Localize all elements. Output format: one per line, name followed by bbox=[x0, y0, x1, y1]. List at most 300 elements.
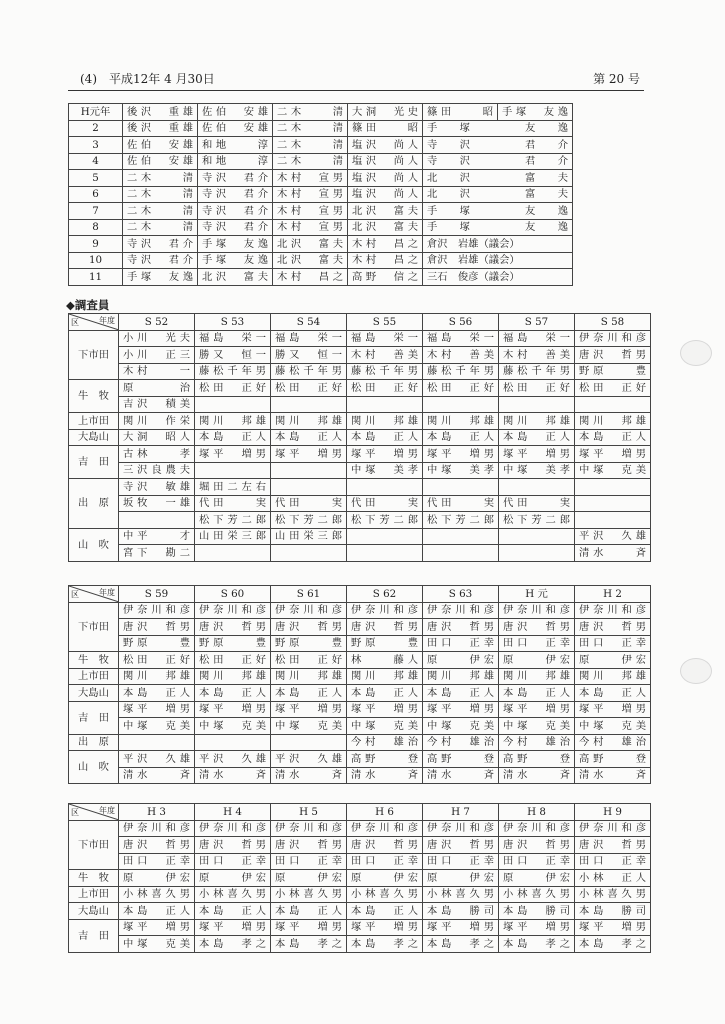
name-cell: 関川 邦雄 bbox=[271, 668, 347, 685]
table-row bbox=[69, 495, 651, 512]
table-row bbox=[69, 903, 651, 920]
name-cell: 北沢 富夫 bbox=[423, 170, 573, 187]
name-cell: 関川 作栄 bbox=[119, 413, 195, 430]
region-cell: 大島山 bbox=[69, 429, 119, 446]
name-cell: 塚平 増男 bbox=[499, 701, 575, 718]
name-cell: 塚平 増男 bbox=[119, 701, 195, 718]
name-cell: 和地 淳 bbox=[198, 137, 273, 154]
name-cell: 小林喜久男 bbox=[119, 886, 195, 903]
name-cell: 塚平 増男 bbox=[423, 446, 499, 463]
name-cell: 野原 豊 bbox=[195, 635, 271, 652]
name-cell bbox=[423, 479, 499, 496]
name-cell: 松田 正好 bbox=[575, 380, 651, 397]
name-cell: 佐伯 安雄 bbox=[123, 153, 198, 170]
table-row bbox=[69, 701, 651, 718]
name-cell: 塚平 増男 bbox=[271, 919, 347, 936]
name-cell: 後沢 重雄 bbox=[123, 104, 198, 121]
year-header: H 7 bbox=[423, 804, 499, 821]
name-cell: 山田栄三郎 bbox=[195, 528, 271, 545]
name-cell: 伊奈川和彦 bbox=[347, 602, 423, 619]
year-header: S 60 bbox=[195, 586, 271, 603]
name-cell: 原 伊宏 bbox=[499, 870, 575, 887]
region-cell: 出 原 bbox=[69, 479, 119, 529]
name-cell: 松田 正好 bbox=[423, 380, 499, 397]
name-cell: 二木 清 bbox=[273, 137, 348, 154]
name-cell: 北沢 富夫 bbox=[348, 219, 423, 236]
name-cell: 清水 斉 bbox=[575, 545, 651, 562]
name-cell: 高野 登 bbox=[347, 751, 423, 768]
name-cell: 塩沢 尚人 bbox=[348, 170, 423, 187]
name-cell: 篠田 昭 bbox=[348, 120, 423, 137]
name-cell: 伊奈川和彦 bbox=[575, 820, 651, 837]
corner-ku: 区 bbox=[71, 807, 79, 817]
name-cell bbox=[271, 396, 347, 413]
table-row bbox=[69, 718, 651, 735]
table-row bbox=[69, 380, 651, 397]
name-cell: 本島 正人 bbox=[423, 429, 499, 446]
corner-nendo: 年度 bbox=[99, 806, 115, 815]
name-cell: 寺沢 君介 bbox=[423, 137, 573, 154]
name-cell: 本島 正人 bbox=[271, 685, 347, 702]
name-cell bbox=[195, 462, 271, 479]
name-cell bbox=[423, 396, 499, 413]
name-cell: 野原 豊 bbox=[575, 363, 651, 380]
name-cell: 伊奈川和彦 bbox=[271, 820, 347, 837]
region-cell: 大島山 bbox=[69, 685, 119, 702]
year-cell: 2 bbox=[69, 120, 123, 137]
name-cell: 二木 清 bbox=[273, 120, 348, 137]
table-row bbox=[69, 837, 651, 854]
year-header: S 59 bbox=[119, 586, 195, 603]
name-cell: 寺沢 君介 bbox=[198, 186, 273, 203]
name-cell: 三石 俊彦（議会） bbox=[423, 269, 573, 286]
name-cell bbox=[195, 545, 271, 562]
year-header: S 63 bbox=[423, 586, 499, 603]
table-row bbox=[69, 446, 651, 463]
name-cell: 二木 清 bbox=[123, 219, 198, 236]
name-cell: 唐沢 哲男 bbox=[347, 837, 423, 854]
name-cell: 本島 孝之 bbox=[575, 936, 651, 953]
name-cell: 手塚 友逸 bbox=[423, 203, 573, 220]
year-cell: 8 bbox=[69, 219, 123, 236]
name-cell: 塚平 増男 bbox=[347, 446, 423, 463]
name-cell: 塚平 増男 bbox=[195, 919, 271, 936]
binder-hole bbox=[680, 658, 712, 684]
name-cell: 関川 邦雄 bbox=[575, 413, 651, 430]
name-cell: 田口 正幸 bbox=[271, 853, 347, 870]
name-cell: 関川 邦雄 bbox=[499, 413, 575, 430]
table-row bbox=[69, 767, 651, 784]
name-cell: 唐沢 哲男 bbox=[499, 619, 575, 636]
officer-row bbox=[69, 104, 573, 121]
officer-row bbox=[69, 137, 573, 154]
name-cell: 中塚 克美 bbox=[499, 718, 575, 735]
name-cell: 伊奈川和彦 bbox=[195, 820, 271, 837]
name-cell: 大洞 光史 bbox=[348, 104, 423, 121]
name-cell: 藤松千年男 bbox=[347, 363, 423, 380]
name-cell: 田口 正幸 bbox=[499, 853, 575, 870]
name-cell: 伊奈川和彦 bbox=[119, 602, 195, 619]
name-cell: 伊奈川和彦 bbox=[499, 820, 575, 837]
name-cell: 野原 豊 bbox=[347, 635, 423, 652]
name-cell: 田口 正幸 bbox=[423, 635, 499, 652]
name-cell: 原 伊宏 bbox=[271, 870, 347, 887]
name-cell: 手塚 友逸 bbox=[498, 104, 573, 121]
header-row bbox=[69, 314, 651, 331]
name-cell: 塚平 増男 bbox=[195, 446, 271, 463]
name-cell: 手塚 友逸 bbox=[423, 120, 573, 137]
name-cell: 小川 光夫 bbox=[119, 330, 195, 347]
year-cell: H元年 bbox=[69, 104, 123, 121]
year-header: S 54 bbox=[271, 314, 347, 331]
name-cell: 二木 清 bbox=[123, 170, 198, 187]
name-cell: 中平 才 bbox=[119, 528, 195, 545]
name-cell: 本島 正人 bbox=[499, 685, 575, 702]
year-cell: 6 bbox=[69, 186, 123, 203]
name-cell: 今村 雄治 bbox=[423, 734, 499, 751]
name-cell: 原 伊宏 bbox=[195, 870, 271, 887]
name-cell: 三沢良農夫 bbox=[119, 462, 195, 479]
name-cell: 平沢 久雄 bbox=[195, 751, 271, 768]
name-cell: 関川 邦雄 bbox=[195, 668, 271, 685]
name-cell: 福島 栄一 bbox=[195, 330, 271, 347]
name-cell: 小林 正人 bbox=[575, 870, 651, 887]
name-cell: 中塚 克美 bbox=[119, 718, 195, 735]
name-cell: 木村 昌之 bbox=[348, 252, 423, 269]
name-cell: 代田 実 bbox=[499, 495, 575, 512]
name-cell bbox=[499, 396, 575, 413]
name-cell: 塚平 増男 bbox=[575, 919, 651, 936]
table-row bbox=[69, 330, 651, 347]
region-cell: 下市田 bbox=[69, 820, 119, 870]
name-cell: 木村 一 bbox=[119, 363, 195, 380]
name-cell: 唐沢 哲男 bbox=[271, 619, 347, 636]
name-cell: 塩沢 尚人 bbox=[348, 153, 423, 170]
name-cell: 関川 邦雄 bbox=[271, 413, 347, 430]
table-row bbox=[69, 396, 651, 413]
name-cell: 松田 正好 bbox=[119, 652, 195, 669]
year-header: H 8 bbox=[499, 804, 575, 821]
name-cell: 伊奈川和彦 bbox=[271, 602, 347, 619]
name-cell: 松田 正好 bbox=[271, 652, 347, 669]
name-cell: 寺沢 君介 bbox=[123, 252, 198, 269]
name-cell: 代田 実 bbox=[423, 495, 499, 512]
name-cell: 中塚 克美 bbox=[423, 718, 499, 735]
officer-row bbox=[69, 170, 573, 187]
name-cell: 北沢 富夫 bbox=[423, 186, 573, 203]
name-cell: 藤松千年男 bbox=[271, 363, 347, 380]
name-cell: 勝又 恒一 bbox=[195, 347, 271, 364]
name-cell: 野原 豊 bbox=[119, 635, 195, 652]
name-cell: 小川 正三 bbox=[119, 347, 195, 364]
name-cell: 塚平 増男 bbox=[271, 701, 347, 718]
section-title: ◆調査員 bbox=[66, 298, 110, 312]
table-row bbox=[69, 853, 651, 870]
name-cell: 関川 邦雄 bbox=[423, 413, 499, 430]
name-cell: 二木 清 bbox=[123, 203, 198, 220]
name-cell: 木村 昌之 bbox=[348, 236, 423, 253]
name-cell: 田口 正幸 bbox=[575, 635, 651, 652]
name-cell: 木村 昌之 bbox=[273, 269, 348, 286]
page-header bbox=[68, 68, 644, 91]
name-cell: 代田 実 bbox=[347, 495, 423, 512]
name-cell: 塚平 増男 bbox=[499, 919, 575, 936]
name-cell: 木村 宣男 bbox=[273, 186, 348, 203]
name-cell bbox=[271, 479, 347, 496]
name-cell: 古林 孝 bbox=[119, 446, 195, 463]
name-cell: 本島 正人 bbox=[347, 903, 423, 920]
officer-row bbox=[69, 153, 573, 170]
name-cell: 中塚 克美 bbox=[119, 936, 195, 953]
name-cell: 小林喜久男 bbox=[195, 886, 271, 903]
name-cell: 手塚 友逸 bbox=[423, 219, 573, 236]
name-cell: 林 藤人 bbox=[347, 652, 423, 669]
name-cell: 塚平 増男 bbox=[499, 446, 575, 463]
name-cell: 高野 登 bbox=[499, 751, 575, 768]
name-cell: 小林喜久男 bbox=[347, 886, 423, 903]
name-cell: 本島 正人 bbox=[195, 429, 271, 446]
region-cell: 上市田 bbox=[69, 668, 119, 685]
name-cell bbox=[423, 528, 499, 545]
name-cell: 高野 信之 bbox=[348, 269, 423, 286]
region-cell: 上市田 bbox=[69, 413, 119, 430]
name-cell: 伊奈川和彦 bbox=[119, 820, 195, 837]
name-cell: 木村 善美 bbox=[347, 347, 423, 364]
name-cell: 木村 善美 bbox=[499, 347, 575, 364]
name-cell: 佐伯 安雄 bbox=[198, 120, 273, 137]
name-cell: 唐沢 哲男 bbox=[423, 837, 499, 854]
name-cell: 福島 栄一 bbox=[499, 330, 575, 347]
region-cell: 上市田 bbox=[69, 886, 119, 903]
region-cell: 牛 牧 bbox=[69, 652, 119, 669]
name-cell bbox=[119, 734, 195, 751]
name-cell: 清水 斉 bbox=[499, 767, 575, 784]
name-cell: 原 伊宏 bbox=[499, 652, 575, 669]
name-cell: 関川 邦雄 bbox=[347, 413, 423, 430]
name-cell: 清水 斉 bbox=[271, 767, 347, 784]
name-cell: 唐沢 哲男 bbox=[423, 619, 499, 636]
name-cell: 後沢 重雄 bbox=[123, 120, 198, 137]
name-cell bbox=[271, 545, 347, 562]
name-cell: 倉沢 岩雄（議会） bbox=[423, 236, 573, 253]
name-cell: 福島 栄一 bbox=[271, 330, 347, 347]
region-cell: 吉 田 bbox=[69, 446, 119, 479]
name-cell: 本島 孝之 bbox=[423, 936, 499, 953]
name-cell: 塩沢 尚人 bbox=[348, 137, 423, 154]
name-cell: 小林喜久男 bbox=[499, 886, 575, 903]
name-cell: 伊奈川和彦 bbox=[347, 820, 423, 837]
name-cell: 本島 勝司 bbox=[575, 903, 651, 920]
year-cell: 10 bbox=[69, 252, 123, 269]
header-row bbox=[69, 586, 651, 603]
name-cell: 関川 邦雄 bbox=[195, 413, 271, 430]
name-cell: 塚平 増男 bbox=[347, 701, 423, 718]
table-row bbox=[69, 512, 651, 529]
name-cell: 原 伊宏 bbox=[347, 870, 423, 887]
name-cell: 関川 邦雄 bbox=[423, 668, 499, 685]
name-cell: 原 伊宏 bbox=[575, 652, 651, 669]
name-cell: 唐沢 哲男 bbox=[271, 837, 347, 854]
name-cell: 本島 孝之 bbox=[499, 936, 575, 953]
name-cell: 田口 正幸 bbox=[195, 853, 271, 870]
corner-ku: 区 bbox=[71, 317, 79, 327]
name-cell: 松田 正好 bbox=[195, 652, 271, 669]
header-row bbox=[69, 804, 651, 821]
name-cell: 本島 正人 bbox=[271, 429, 347, 446]
name-cell bbox=[575, 479, 651, 496]
name-cell: 松下芳二郎 bbox=[347, 512, 423, 529]
name-cell: 代田 実 bbox=[271, 495, 347, 512]
year-header: S 56 bbox=[423, 314, 499, 331]
table-row bbox=[69, 429, 651, 446]
table-row bbox=[69, 919, 651, 936]
name-cell: 本島 正人 bbox=[119, 685, 195, 702]
name-cell: 伊奈川和彦 bbox=[423, 602, 499, 619]
name-cell: 寺沢 君介 bbox=[198, 219, 273, 236]
name-cell: 関川 邦雄 bbox=[347, 668, 423, 685]
name-cell: 塚平 増男 bbox=[423, 919, 499, 936]
year-header: S 53 bbox=[195, 314, 271, 331]
region-cell: 山 吹 bbox=[69, 751, 119, 784]
name-cell: 本島 正人 bbox=[499, 429, 575, 446]
name-cell: 藤松千年男 bbox=[195, 363, 271, 380]
name-cell: 本島 正人 bbox=[347, 685, 423, 702]
name-cell: 北沢 富夫 bbox=[348, 203, 423, 220]
region-cell: 出 原 bbox=[69, 734, 119, 751]
region-cell: 山 吹 bbox=[69, 528, 119, 561]
name-cell: 松田 正好 bbox=[499, 380, 575, 397]
year-cell: 11 bbox=[69, 269, 123, 286]
name-cell: 中塚 克美 bbox=[347, 718, 423, 735]
officer-row bbox=[69, 252, 573, 269]
name-cell bbox=[195, 396, 271, 413]
name-cell bbox=[499, 479, 575, 496]
year-header: H 3 bbox=[119, 804, 195, 821]
name-cell: 伊奈川和彦 bbox=[195, 602, 271, 619]
name-cell: 藤松千年男 bbox=[499, 363, 575, 380]
name-cell: 松下芳二郎 bbox=[423, 512, 499, 529]
year-header: S 52 bbox=[119, 314, 195, 331]
name-cell: 代田 実 bbox=[195, 495, 271, 512]
name-cell: 宮下 勘二 bbox=[119, 545, 195, 562]
name-cell: 中塚 美孝 bbox=[499, 462, 575, 479]
name-cell bbox=[347, 528, 423, 545]
name-cell: 原 伊宏 bbox=[119, 870, 195, 887]
year-cell: 4 bbox=[69, 153, 123, 170]
table-row bbox=[69, 602, 651, 619]
name-cell: 唐沢 哲男 bbox=[575, 619, 651, 636]
name-cell: 伊奈川和彦 bbox=[575, 330, 651, 347]
name-cell: 本島 正人 bbox=[195, 903, 271, 920]
name-cell: 今村 雄治 bbox=[347, 734, 423, 751]
name-cell: 松下芳二郎 bbox=[499, 512, 575, 529]
name-cell bbox=[499, 528, 575, 545]
table-row bbox=[69, 668, 651, 685]
name-cell: 堀田二左右 bbox=[195, 479, 271, 496]
name-cell: 清水 斉 bbox=[195, 767, 271, 784]
year-cell: 5 bbox=[69, 170, 123, 187]
name-cell: 二木 清 bbox=[273, 104, 348, 121]
name-cell: 塚平 増男 bbox=[347, 919, 423, 936]
name-cell bbox=[119, 512, 195, 529]
officer-row bbox=[69, 203, 573, 220]
name-cell bbox=[575, 512, 651, 529]
table-row bbox=[69, 635, 651, 652]
name-cell: 田口 正幸 bbox=[423, 853, 499, 870]
name-cell: 手塚 友逸 bbox=[123, 269, 198, 286]
officer-row bbox=[69, 269, 573, 286]
name-cell: 坂牧 一雄 bbox=[119, 495, 195, 512]
name-cell: 唐沢 哲男 bbox=[119, 837, 195, 854]
name-cell: 北沢 富夫 bbox=[198, 269, 273, 286]
name-cell: 原 治 bbox=[119, 380, 195, 397]
name-cell: 高野 登 bbox=[575, 751, 651, 768]
name-cell: 中塚 克美 bbox=[271, 718, 347, 735]
name-cell: 木村 宣男 bbox=[273, 203, 348, 220]
name-cell: 本島 正人 bbox=[119, 903, 195, 920]
year-cell: 7 bbox=[69, 203, 123, 220]
region-cell: 下市田 bbox=[69, 602, 119, 652]
name-cell: 塩沢 尚人 bbox=[348, 186, 423, 203]
name-cell bbox=[499, 545, 575, 562]
year-header: H 元 bbox=[499, 586, 575, 603]
name-cell: 平沢 久雄 bbox=[575, 528, 651, 545]
name-cell: 勝又 恒一 bbox=[271, 347, 347, 364]
name-cell: 田口 正幸 bbox=[575, 853, 651, 870]
name-cell: 唐沢 哲男 bbox=[575, 347, 651, 364]
name-cell: 手塚 友逸 bbox=[198, 236, 273, 253]
name-cell bbox=[575, 396, 651, 413]
name-cell: 松下芳二郎 bbox=[271, 512, 347, 529]
table-row bbox=[69, 347, 651, 364]
name-cell: 唐沢 哲男 bbox=[499, 837, 575, 854]
year-cell: 3 bbox=[69, 137, 123, 154]
name-cell: 松下芳二郎 bbox=[195, 512, 271, 529]
name-cell: 小林喜久男 bbox=[271, 886, 347, 903]
table-row bbox=[69, 619, 651, 636]
investigators-table-1 bbox=[68, 313, 651, 562]
officer-row bbox=[69, 219, 573, 236]
table-row bbox=[69, 479, 651, 496]
year-header: S 62 bbox=[347, 586, 423, 603]
name-cell: 松田 正好 bbox=[195, 380, 271, 397]
investigators-table-3 bbox=[68, 803, 651, 953]
name-cell: 関川 邦雄 bbox=[575, 668, 651, 685]
region-cell: 牛 牧 bbox=[69, 380, 119, 413]
table-row bbox=[69, 413, 651, 430]
name-cell: 塚平 増男 bbox=[423, 701, 499, 718]
corner-cell bbox=[69, 804, 119, 821]
region-cell: 牛 牧 bbox=[69, 870, 119, 887]
name-cell: 唐沢 哲男 bbox=[195, 619, 271, 636]
name-cell bbox=[347, 479, 423, 496]
corner-nendo: 年度 bbox=[99, 588, 115, 597]
name-cell: 田口 正幸 bbox=[499, 635, 575, 652]
year-header: H 4 bbox=[195, 804, 271, 821]
region-cell: 下市田 bbox=[69, 330, 119, 380]
region-cell: 吉 田 bbox=[69, 701, 119, 734]
name-cell bbox=[347, 545, 423, 562]
name-cell: 本島 正人 bbox=[347, 429, 423, 446]
region-cell: 吉 田 bbox=[69, 919, 119, 952]
name-cell: 中塚 克美 bbox=[195, 718, 271, 735]
name-cell: 小林喜久男 bbox=[575, 886, 651, 903]
investigators-table-2 bbox=[68, 585, 651, 784]
name-cell: 寺沢 敏雄 bbox=[119, 479, 195, 496]
table-row bbox=[69, 751, 651, 768]
name-cell: 伊奈川和彦 bbox=[423, 820, 499, 837]
name-cell: 塚平 増男 bbox=[271, 446, 347, 463]
